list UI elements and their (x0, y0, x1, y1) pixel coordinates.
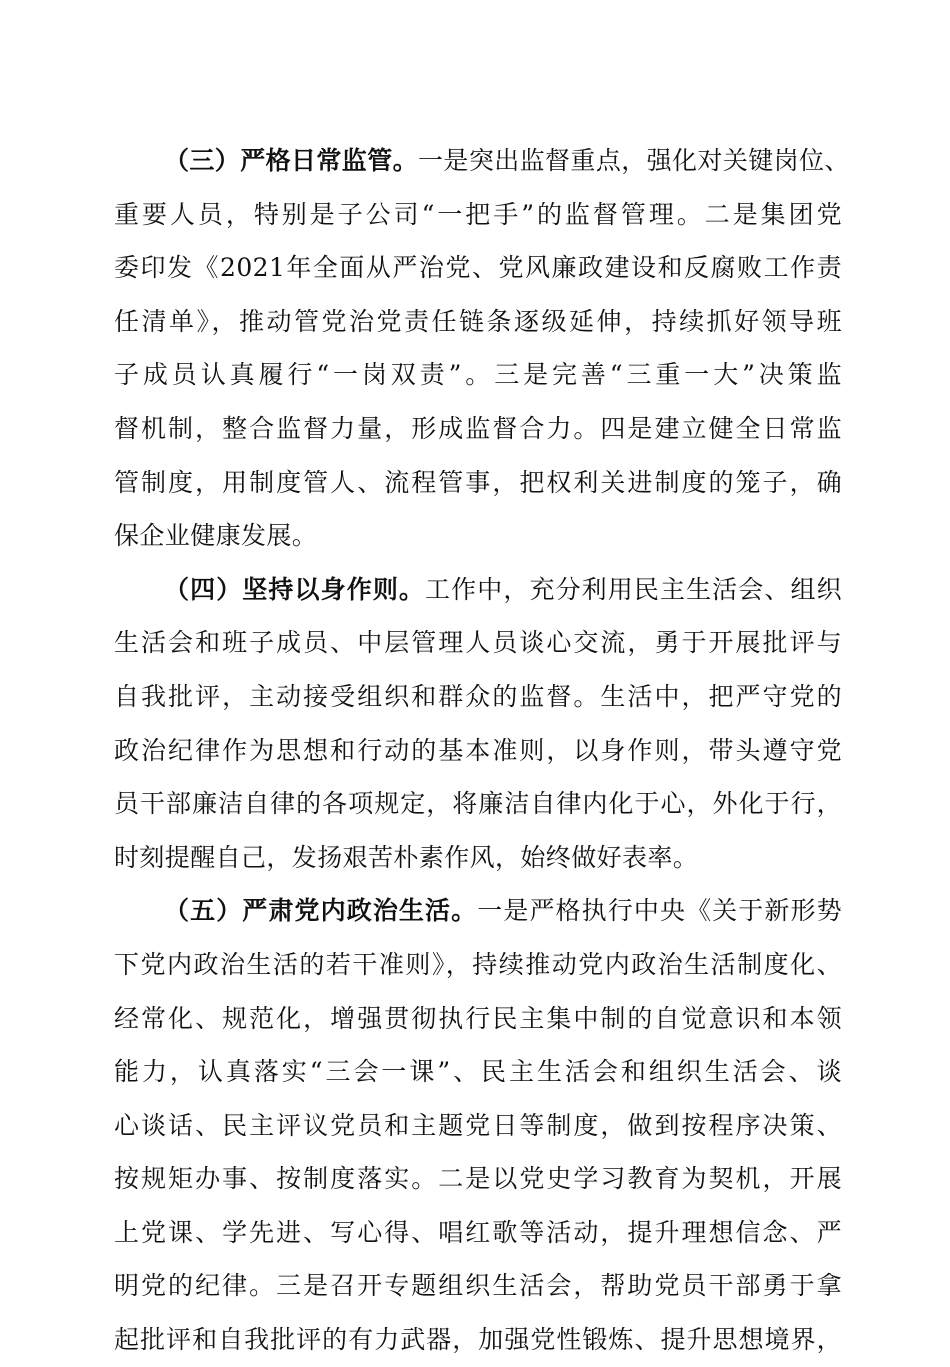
paragraph-line: 按规矩办事、按制度落实。二是以党史学习教育为契机，开展 (114, 1164, 842, 1194)
paragraph-line: 明党的纪律。三是召开专题组织生活会，帮助党员干部勇于拿 (114, 1271, 842, 1301)
paragraph-section-4 (114, 563, 842, 885)
paragraph-line: 生活会和班子成员、中层管理人员谈心交流，勇于开展批评与 (114, 628, 842, 658)
paragraph-line: 心谈话、民主评议党员和主题党日等制度，做到按程序决策、 (114, 1110, 842, 1140)
section-heading: （四）坚持以身作则。 (164, 574, 426, 604)
paragraph-line: 重要人员，特别是子公司“一把手”的监督管理。二是集团党 (114, 199, 842, 229)
paragraph-line: 子成员认真履行“一岗双责”。三是完善“三重一大”决策监 (114, 360, 842, 390)
paragraph-line: 保企业健康发展。 (114, 521, 318, 551)
paragraph-text: 工作中，充分利用民主生活会、组织 (425, 574, 842, 604)
paragraph-line: 下党内政治生活的若干准则》，持续推动党内政治生活制度化、 (114, 949, 842, 979)
document-body (114, 134, 850, 1367)
paragraph-line: 员干部廉洁自律的各项规定，将廉洁自律内化于心，外化于行， (114, 789, 842, 819)
paragraph-line (114, 134, 850, 188)
paragraph-line: 上党课、学先进、写心得、唱红歌等活动，提升理想信念、严 (114, 1217, 842, 1247)
paragraph-line: 时刻提醒自己，发扬艰苦朴素作风，始终做好表率。 (114, 842, 699, 872)
paragraph-line: 经常化、规范化，增强贯彻执行民主集中制的自觉意识和本领 (114, 1003, 842, 1033)
paragraph-line: 督机制，整合监督力量，形成监督合力。四是建立健全日常监 (114, 413, 842, 443)
paragraph-text: 一是严格执行中央《关于新形势 (477, 896, 842, 926)
paragraph-line: 任清单》，推动管党治党责任链条逐级延伸，持续抓好领导班 (114, 306, 842, 336)
paragraph-text: 一是突出监督重点，强化对关键岗位、 (418, 146, 850, 175)
paragraph-line (114, 884, 842, 938)
paragraph-line: 管制度，用制度管人、流程管事，把权利关进制度的笼子，确 (114, 467, 842, 497)
section-heading: （五）严肃党内政治生活。 (164, 896, 478, 926)
paragraph-line: 政治纪律作为思想和行动的基本准则，以身作则，带头遵守党 (114, 735, 842, 765)
paragraph-line (114, 563, 842, 617)
paragraph-line: 起批评和自我批评的有力武器，加强党性锻炼、提升思想境界， (114, 1325, 842, 1355)
paragraph-line: 委印发《2021年全面从严治党、党风廉政建设和反腐败工作责 (114, 253, 842, 283)
section-heading: （三）严格日常监管。 (164, 146, 419, 175)
paragraph-section-5 (114, 884, 842, 1366)
paragraph-section-3 (114, 134, 850, 563)
paragraph-line: 能力，认真落实“三会一课”、民主生活会和组织生活会、谈 (114, 1057, 842, 1087)
paragraph-line: 自我批评，主动接受组织和群众的监督。生活中，把严守党的 (114, 681, 842, 711)
